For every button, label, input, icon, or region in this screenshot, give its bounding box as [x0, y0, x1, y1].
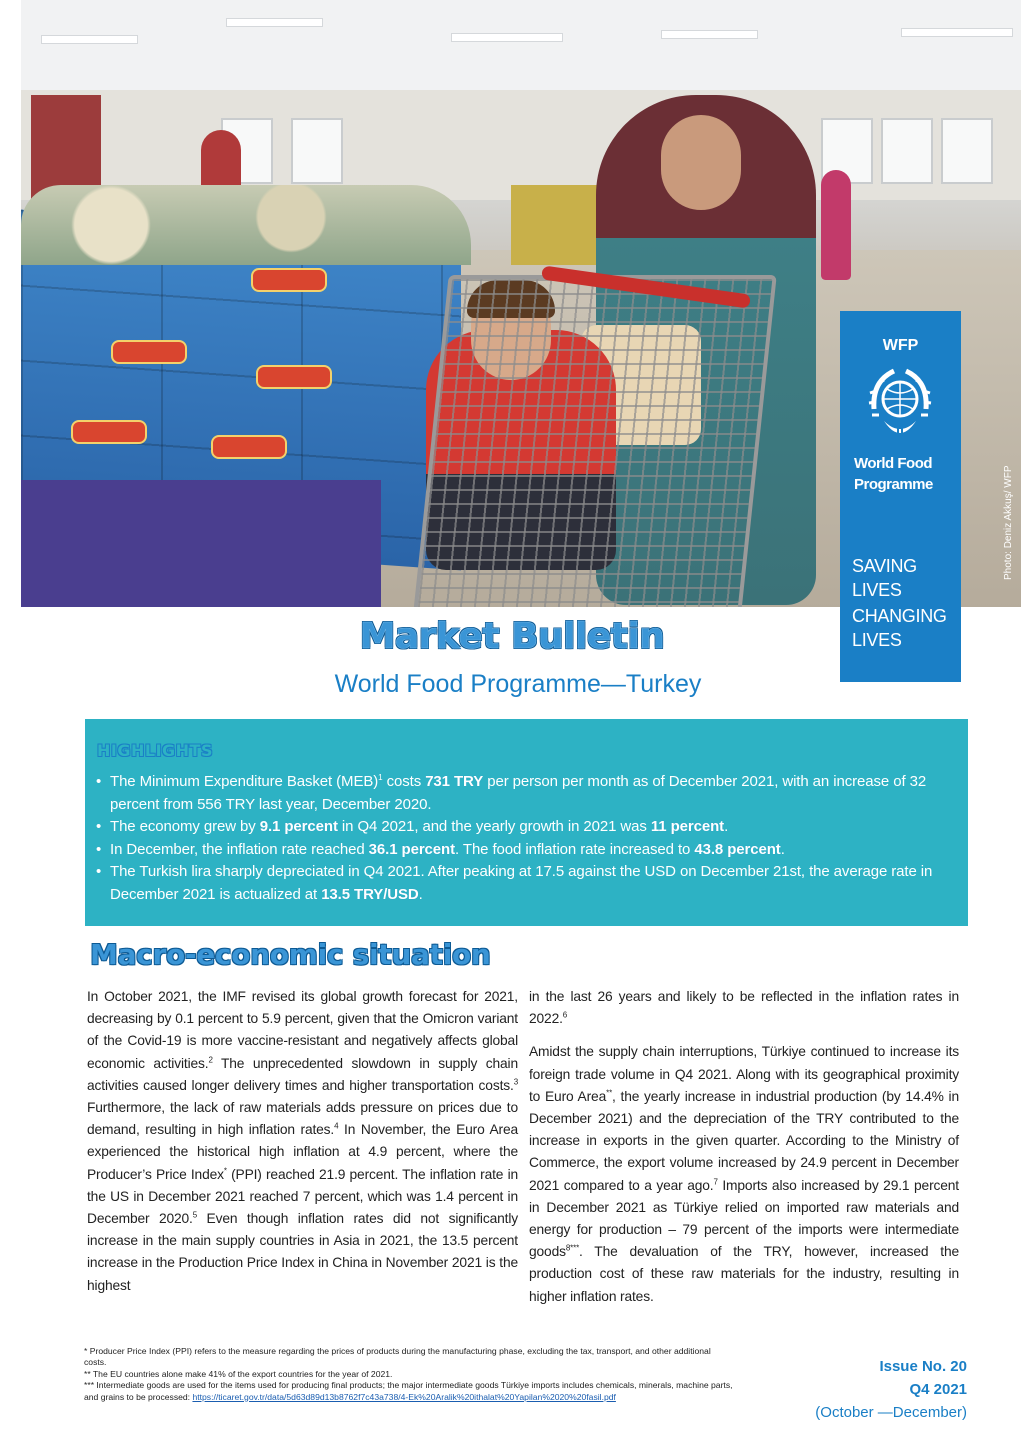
body-column-right — [529, 986, 959, 1308]
footnote-ref: 5 — [192, 1210, 198, 1220]
photo-woman-face — [661, 115, 741, 210]
highlight-figure: 43.8 percent — [694, 840, 781, 858]
highlight-item — [95, 839, 957, 862]
page-title: Market Bulletin — [359, 616, 665, 657]
photo-lamp — [661, 30, 758, 39]
body-text: . The devaluation of the TRY, however, increased the production cost of these raw materials for the industry, resulting in higher inflation rates. — [529, 1244, 959, 1304]
highlight-item — [95, 771, 957, 816]
footnote: ** The EU countries alone make 41% of the export countries for the year of 2021. — [84, 1368, 393, 1379]
photo-lamp — [901, 28, 1013, 37]
highlight-text: . — [724, 818, 729, 835]
footnote-ref: 8*** — [565, 1243, 580, 1253]
highlight-item — [95, 861, 957, 906]
wfp-emblem-icon — [854, 359, 946, 451]
photo-window — [881, 118, 933, 184]
footnote-ref: 7 — [713, 1177, 718, 1187]
photo-purple-crate — [21, 480, 381, 607]
photo-lamp — [451, 33, 563, 42]
issue-period: (October —December) — [815, 1404, 967, 1421]
photo-box-label — [111, 340, 187, 364]
wfp-acronym: WFP — [882, 337, 919, 354]
highlight-text: per person per month as of December 2021, with an increase of 32 percent from 556 TRY last year, December 2020. — [110, 773, 927, 813]
tagline-saving-line1: SAVING — [852, 556, 917, 576]
body-text: Even though inflation rates did not significantly increase in the main supply countries in Asia in 2021, the 13.5 percent increase in the Production Price Index in China in November 2021 is the highest — [87, 1211, 518, 1293]
body-paragraph — [87, 986, 518, 1297]
highlight-text: The Minimum Expenditure Basket (MEB) — [110, 773, 379, 790]
highlights-list — [95, 771, 957, 906]
footnote-ref: 2 — [208, 1055, 213, 1065]
body-column-left — [87, 986, 518, 1297]
wfp-org-line2: Programme — [854, 476, 933, 493]
section-title: Macro-economic situation — [90, 938, 491, 971]
photo-box-label — [256, 365, 332, 389]
body-paragraph — [529, 1041, 959, 1307]
footnote-ref: 1 — [378, 773, 383, 782]
body-paragraph — [529, 986, 959, 1030]
highlight-text: . — [780, 840, 785, 858]
highlight-text: . The food inflation rate increased to — [455, 840, 695, 858]
photo-shopping-cart — [413, 275, 777, 607]
photo-credit: Photo: Deniz Akkuş/ WFP — [1003, 465, 1014, 580]
footnote-ref: 6 — [562, 1010, 568, 1020]
body-text: Imports also increased by 29.1 percent in December 2021 as Türkiye relied on imported raw materials and energy for production – 79 percent of the imports were intermediate goods — [529, 1177, 959, 1260]
footnotes — [84, 1346, 734, 1403]
highlights-heading: HIGHLIGHTS — [97, 741, 213, 760]
footnote-ref: * — [223, 1166, 227, 1176]
body-text: The unprecedented slowdown in supply chain activities caused longer delivery times and higher transportation costs. — [87, 1055, 518, 1093]
highlight-text: in Q4 2021, and the yearly growth in 2021 was — [337, 818, 651, 835]
highlights-box — [85, 719, 968, 926]
issue-quarter: Q4 2021 — [909, 1381, 967, 1398]
highlight-text: The economy grew by — [110, 818, 260, 835]
body-text: Furthermore, the lack of raw materials adds pressure on prices due to demand, resulting in high inflation rates. — [87, 1100, 518, 1138]
wfp-tagline-saving — [852, 554, 957, 602]
body-text: In October 2021, the IMF revised its global growth forecast for 2021, decreasing by 0.1 percent to 5.9 percent, given that the Omicron variant of the Covid-19 is more vaccine-resistant and negatively affects global economic activities. — [87, 989, 518, 1071]
highlight-text: . — [418, 885, 423, 903]
photo-shelf — [511, 185, 606, 265]
photo-rice-bags — [21, 185, 471, 265]
highlight-text: costs — [382, 773, 426, 790]
highlight-figure: 9.1 percent — [259, 818, 338, 835]
footnote-ref: ** — [606, 1088, 613, 1098]
body-text: In November, the Euro Area experienced the historical high inflation at 4.9 percent, where the Producer’s Price Index — [87, 1122, 519, 1182]
photo-window — [941, 118, 993, 184]
issue-info — [815, 1355, 967, 1424]
body-text: in the last 26 years and likely to be reflected in the inflation rates in 2022. — [529, 989, 959, 1027]
tagline-changing-line2: LIVES — [852, 630, 902, 650]
highlight-figure: 13.5 TRY/USD — [321, 885, 419, 903]
body-text: , the yearly increase in industrial production (by 14.4% in December 2021) and the depreciation of the TRY contributed to the increase in exports in the given quarter. According to the Ministry of Commerce, the export volume increased by 24.9 percent in December 2021 compared to a year ago. — [529, 1088, 959, 1193]
footnote: * Producer Price Index (PPI) refers to the measure regarding the prices of products during the manufacturing phase, excluding the tax, transport, and other additional costs. — [84, 1346, 711, 1368]
footnote-ref: 4 — [334, 1121, 339, 1131]
footnote — [84, 1380, 734, 1403]
highlight-figure: 36.1 percent — [368, 840, 456, 858]
highlight-text: The Turkish lira sharply depreciated in Q4 2021. After peaking at 17.5 against the USD on December 21st, the average rate in December 2021 is actualized at — [110, 863, 933, 903]
photo-window — [291, 118, 343, 184]
photo-shopper — [821, 170, 851, 280]
footnote-text: *** Intermediate goods are used for the items used for producing final products; the major intermediate goods Türkiye imports includes chemicals, minerals, machine parts, and grains to be processed: — [84, 1380, 733, 1402]
photo-lamp — [226, 18, 323, 27]
photo-box-label — [71, 420, 147, 444]
highlight-item — [95, 816, 957, 839]
page-subtitle: World Food Programme—Turkey — [334, 670, 702, 698]
source-link[interactable]: https://ticaret.gov.tr/data/5d63d89d13b8762f7c43a738/4-Ek%20Aralik%20ithalat%20Yapilan%2020%20fasil.pdf — [192, 1391, 616, 1402]
highlight-text: In December, the inflation rate reached — [110, 840, 369, 858]
tagline-changing-line1: CHANGING — [852, 606, 947, 626]
wfp-org-name — [854, 453, 954, 495]
photo-box-label — [211, 435, 287, 459]
footnote-ref: 3 — [513, 1077, 518, 1087]
highlight-figure: 11 percent — [650, 818, 725, 835]
wfp-org-line1: World Food — [854, 455, 933, 472]
issue-number: Issue No. 20 — [879, 1358, 967, 1375]
tagline-saving-line2: LIVES — [852, 580, 902, 600]
photo-ceiling — [21, 0, 1021, 90]
body-text: (PPI) reached 21.9 percent. The inflation rate in the US in December 2021 reached 7 percent, which was 1.4 percent in December 2020. — [87, 1166, 519, 1227]
photo-box-label — [251, 268, 327, 292]
body-text: Amidst the supply chain interruptions, Türkiye continued to increase its foreign trade volume in Q4 2021. Along with its geographical proximity to Euro Area — [529, 1044, 959, 1104]
photo-lamp — [41, 35, 138, 44]
highlight-figure: 731 TRY — [425, 773, 484, 790]
